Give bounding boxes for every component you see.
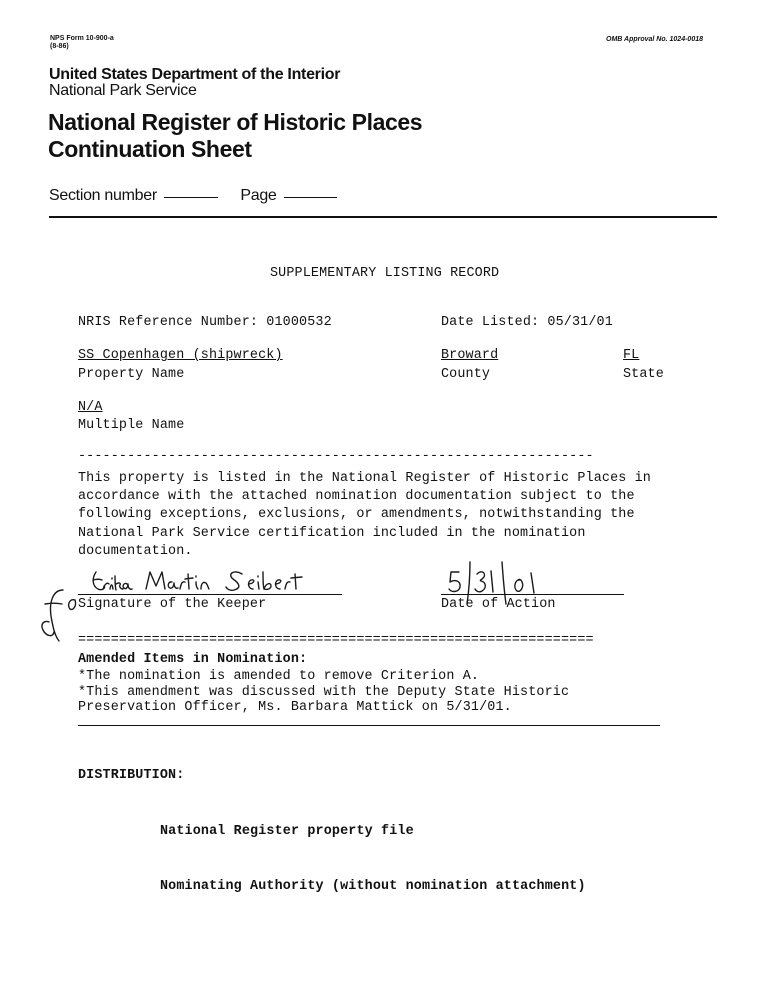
document-title: National Register of Historic Places bbox=[48, 109, 423, 135]
county-label: County bbox=[441, 367, 491, 382]
signature-label: Signature of the Keeper bbox=[78, 597, 267, 612]
section-number-label: Section number bbox=[49, 187, 157, 204]
dash-separator: --------------------------------------------------------------- bbox=[78, 449, 594, 464]
distribution-item-text: Nominating Authority (without nomination attachment) bbox=[160, 879, 586, 894]
property-name-value: SS Copenhagen (shipwreck) bbox=[78, 348, 283, 363]
header-divider bbox=[49, 216, 717, 218]
form-revision-text: (8-86) bbox=[50, 43, 69, 50]
date-listed bbox=[441, 315, 613, 330]
distribution-heading: DISTRIBUTION: bbox=[78, 768, 185, 783]
omb-approval: OMB Approval No. 1024-0018 bbox=[606, 36, 703, 43]
multiple-name-label: Multiple Name bbox=[78, 418, 185, 433]
nris-label: NRIS Reference Number: bbox=[78, 315, 259, 330]
distribution-item-text: National Register property file bbox=[160, 823, 414, 839]
department-name: United States Department of the Interior bbox=[49, 66, 341, 83]
section-number-blank bbox=[164, 197, 218, 198]
for-initials bbox=[35, 586, 79, 644]
form-number bbox=[50, 35, 114, 51]
section-page-line bbox=[49, 187, 337, 205]
record-heading: SUPPLEMENTARY LISTING RECORD bbox=[270, 266, 500, 281]
form-number-text: NPS Form 10-900-a bbox=[50, 35, 114, 42]
date-of-action-label: Date of Action bbox=[441, 597, 556, 612]
state-value: FL bbox=[623, 348, 640, 363]
state-label: State bbox=[623, 367, 664, 382]
distribution-block bbox=[78, 730, 586, 915]
listing-statement: This property is listed in the National Register of Historic Places in accordance with the attached nomination documentation subject to the following exceptions, exclusions, or amendments, notwithstanding the National Park Service certification included in the nomination documentation. bbox=[78, 471, 651, 559]
equals-separator: =============================================================== bbox=[78, 633, 594, 648]
county-value: Broward bbox=[441, 348, 499, 363]
date-listed-label: Date Listed: bbox=[441, 315, 540, 330]
distribution-item bbox=[78, 823, 586, 842]
page-label: Page bbox=[240, 187, 277, 204]
keeper-signature bbox=[90, 562, 330, 596]
property-name-label: Property Name bbox=[78, 367, 185, 382]
document-subtitle: Continuation Sheet bbox=[48, 136, 252, 162]
page-number-blank bbox=[284, 197, 337, 198]
distribution-divider bbox=[78, 725, 660, 726]
amended-heading: Amended Items in Nomination: bbox=[78, 652, 308, 667]
date-listed-value: 05/31/01 bbox=[547, 315, 613, 330]
signature-line bbox=[78, 594, 342, 595]
distribution-item bbox=[78, 878, 586, 897]
date-of-action-line bbox=[441, 594, 624, 595]
agency-name: National Park Service bbox=[49, 82, 197, 99]
amended-items-text: *The nomination is amended to remove Criterion A. *This amendment was discussed with the Deputy State Historic Preservation Officer, Ms. Barbara Mattick on 5/31/01. bbox=[78, 669, 570, 715]
nris-reference bbox=[78, 315, 332, 330]
nris-value: 01000532 bbox=[266, 315, 332, 330]
multiple-name-value: N/A bbox=[78, 400, 103, 415]
